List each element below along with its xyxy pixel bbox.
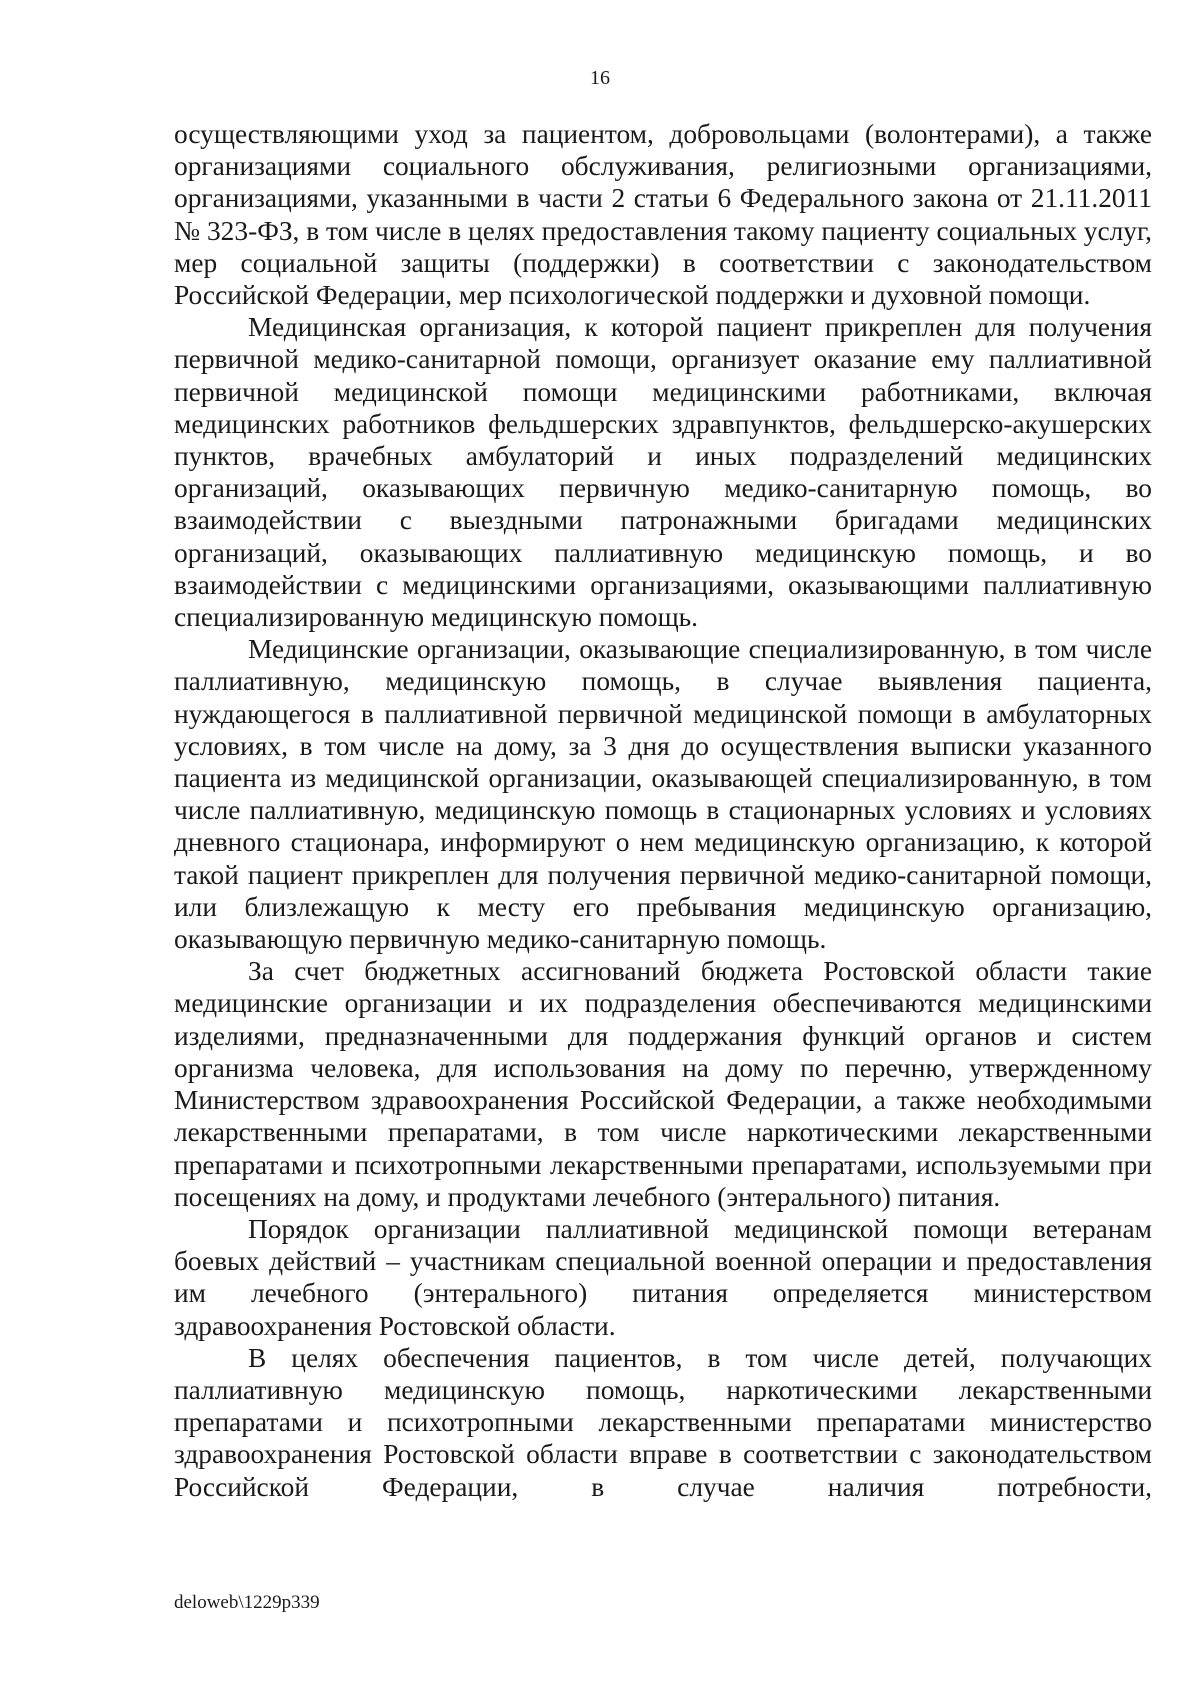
page-number: 16	[590, 67, 610, 89]
paragraph-veterans-procedure: Порядок организации паллиативной медицинской помощи ветеранам боевых действий – участникам специальной военной операции и предоставления им лечебного (энтерального) питания определяется министерством здравоохранения Ростовской области.	[174, 1213, 1152, 1341]
document-body	[174, 118, 1152, 1503]
paragraph-specialized-organizations: Медицинские организации, оказывающие специализированную, в том числе паллиативную, медицинскую помощь, в случае выявления пациента, нуждающегося в паллиативной первичной медицинской помощи в амбулаторных условиях, в том числе на дому, за 3 дня до осуществления выписки указанного пациента из медицинской организации, оказывающей специализированную, в том числе паллиативную, медицинскую помощь в стационарных условиях и условиях дневного стационара, информируют о нем медицинскую организацию, к которой такой пациент прикреплен для получения первичной медико-санитарной помощи, или близлежащую к месту его пребывания медицинскую организацию, оказывающую первичную медико-санитарную помощь.	[174, 634, 1152, 955]
document-footer-code: deloweb\1229p339	[174, 1592, 320, 1613]
paragraph-medical-organization: Медицинская организация, к которой пациент прикреплен для получения первичной медико-санитарной помощи, организует оказание ему паллиативной первичной медицинской помощи медицинскими работниками, включая медицинских работников фельдшерских здравпунктов, фельдшерско-акушерских пунктов, врачебных амбулаторий и иных подразделений медицинских организаций, оказывающих первичную медико-санитарную помощь, во взаимодействии с выездными патронажными бригадами медицинских организаций, оказывающих паллиативную медицинскую помощь, и во взаимодействии с медицинскими организациями, оказывающими паллиативную специализированную медицинскую помощь.	[174, 312, 1152, 633]
paragraph-budget-funding: За счет бюджетных ассигнований бюджета Ростовской области такие медицинские организации и их подразделения обеспечиваются медицинскими изделиями, предназначенными для поддержания функций органов и систем организма человека, для использования на дому по перечню, утвержденному Министерством здравоохранения Российской Федерации, а также необходимыми лекарственными препаратами, в том числе наркотическими лекарственными препаратами и психотропными лекарственными препаратами, используемыми при посещениях на дому, и продуктами лечебного (энтерального) питания.	[174, 956, 1152, 1212]
paragraph-continuation: осуществляющими уход за пациентом, добровольцами (волонтерами), а также организациями социального обслуживания, религиозными организациями, организациями, указанными в части 2 статьи 6 Федерального закона от 21.11.2011 № 323-ФЗ, в том числе в целях предоставления такому пациенту социальных услуг, мер социальной защиты (поддержки) в соответствии с законодательством Российской Федерации, мер психологической поддержки и духовной помощи.	[174, 119, 1152, 311]
paragraph-narcotic-provision: В целях обеспечения пациентов, в том числе детей, получающих паллиативную медицинскую помощь, наркотическими лекарственными препаратами и психотропными лекарственными препаратами министерство здравоохранения Ростовской области вправе в соответствии с законодательством Российской Федерации, в случае наличия потребности,	[174, 1342, 1152, 1502]
